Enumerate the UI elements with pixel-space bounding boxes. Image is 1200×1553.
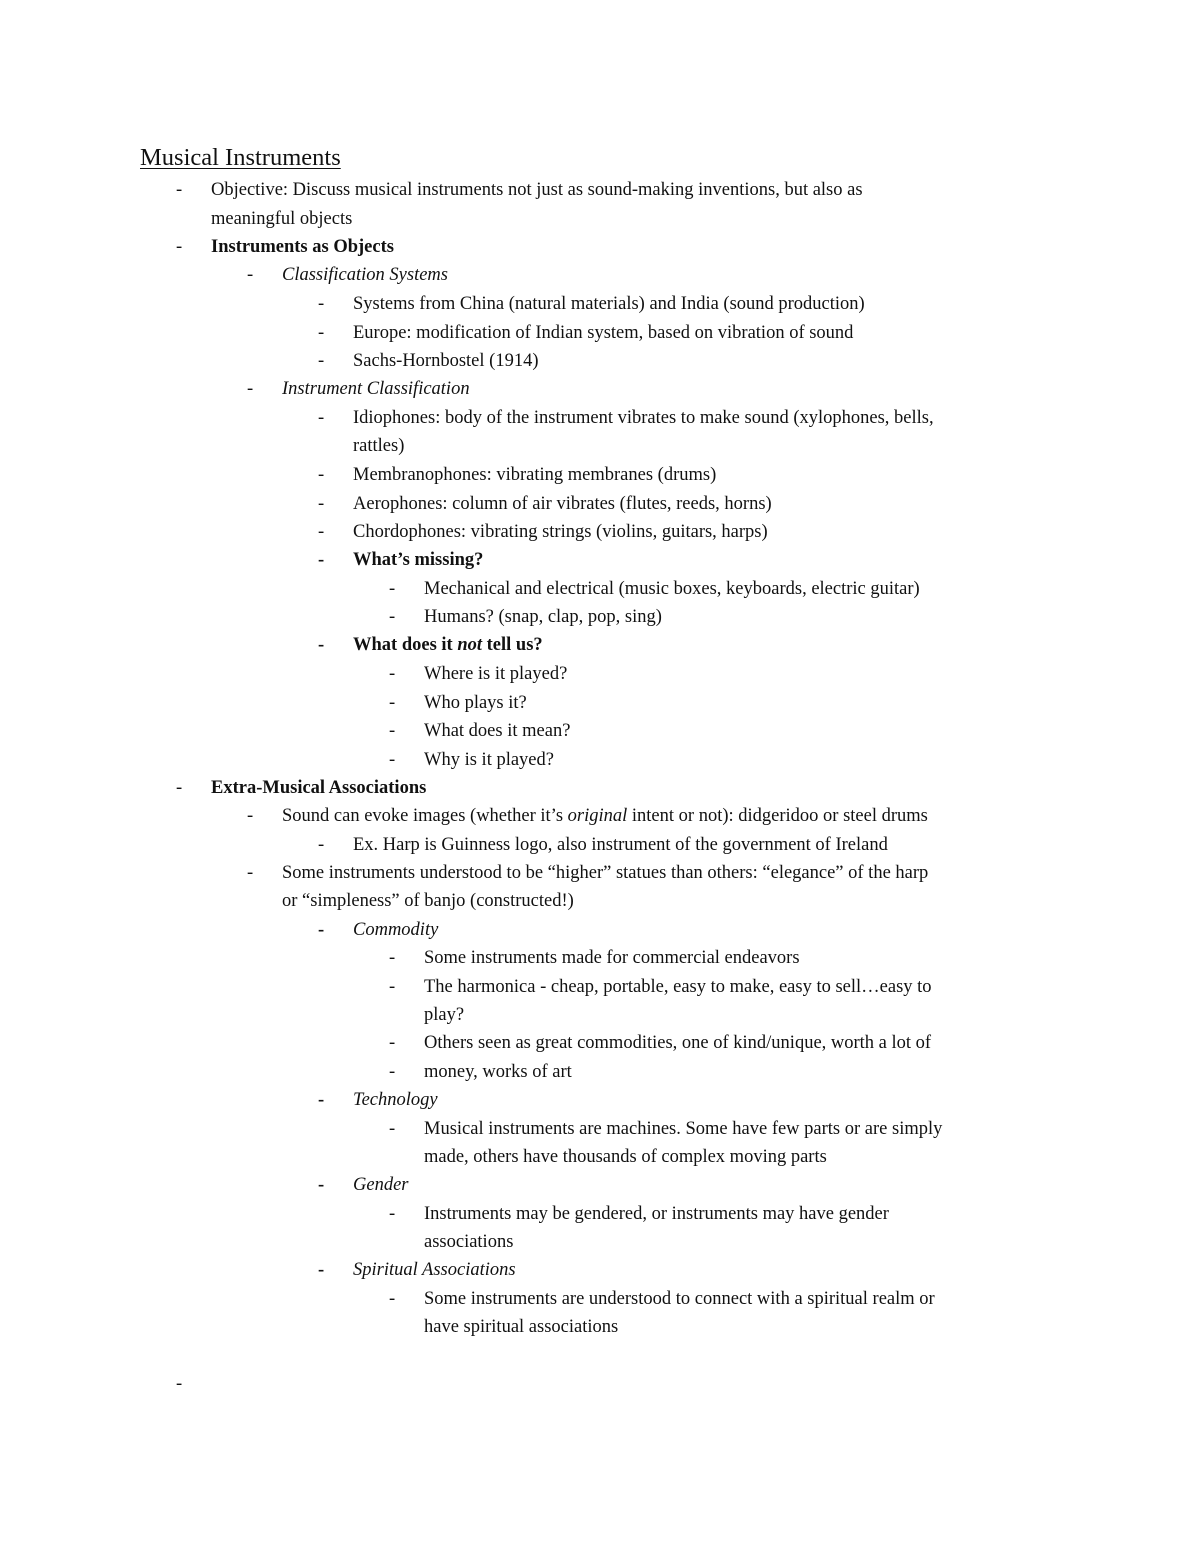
- list-item: [0, 631, 1200, 660]
- bullet-dash: -: [247, 379, 254, 399]
- bullet-dash: -: [318, 1090, 325, 1110]
- list-item-continuation: [0, 205, 1200, 234]
- list-item-text: Where is it played?: [424, 664, 568, 684]
- section-heading: Instruments as Objects: [211, 237, 394, 257]
- list-item: [0, 261, 1200, 290]
- list-item: [0, 774, 1200, 803]
- list-item-text: The harmonica - cheap, portable, easy to make, easy to sell…easy to: [424, 977, 932, 997]
- bullet-dash: -: [318, 522, 325, 542]
- heading-part: What does it: [353, 635, 458, 655]
- list-item: [0, 831, 1200, 860]
- list-item: [0, 518, 1200, 547]
- list-item-continuation: [0, 1001, 1200, 1030]
- list-item: [0, 347, 1200, 376]
- bullet-dash: -: [318, 465, 325, 485]
- list-item: [0, 1058, 1200, 1087]
- list-item-continuation: [0, 432, 1200, 461]
- list-item-text: Aerophones: column of air vibrates (flutes, reeds, horns): [353, 494, 772, 514]
- list-item-text: Membranophones: vibrating membranes (drums): [353, 465, 717, 485]
- list-item-text: money, works of art: [424, 1062, 572, 1082]
- list-item-text: Humans? (snap, clap, pop, sing): [424, 607, 662, 627]
- list-item-text: Why is it played?: [424, 750, 554, 770]
- list-item: [0, 746, 1200, 775]
- list-item: [0, 1115, 1200, 1144]
- text-part: Sound can evoke images (whether it’s: [282, 806, 568, 826]
- list-item: [0, 717, 1200, 746]
- list-item-text: rattles): [353, 436, 405, 456]
- bullet-dash: -: [176, 778, 183, 798]
- list-item-text: have spiritual associations: [424, 1317, 619, 1337]
- list-item-text: Some instruments are understood to connect with a spiritual realm or: [424, 1289, 935, 1309]
- text-emphasis: original: [567, 806, 628, 826]
- bullet-dash: -: [247, 863, 254, 883]
- section-heading: Extra-Musical Associations: [211, 778, 427, 798]
- list-item: [0, 176, 1200, 205]
- bullet-dash: -: [389, 607, 396, 627]
- bullet-dash: -: [389, 721, 396, 741]
- bullet-dash: -: [389, 977, 396, 997]
- list-item-text: Some instruments made for commercial endeavors: [424, 948, 800, 968]
- list-item-text: made, others have thousands of complex moving parts: [424, 1147, 827, 1167]
- bullet-dash: -: [389, 1289, 396, 1309]
- list-item: [0, 944, 1200, 973]
- bullet-dash: -: [318, 323, 325, 343]
- bullet-dash: -: [389, 664, 396, 684]
- list-item-text: associations: [424, 1232, 514, 1252]
- bullet-dash: -: [247, 265, 254, 285]
- list-item: [0, 1086, 1200, 1115]
- list-item: [0, 1285, 1200, 1314]
- bullet-dash: -: [247, 806, 254, 826]
- list-item: [0, 802, 1200, 831]
- list-item-continuation: [0, 887, 1200, 916]
- bullet-dash: -: [318, 920, 325, 940]
- list-item: [0, 490, 1200, 519]
- list-item: [0, 660, 1200, 689]
- subsection-heading: Instrument Classification: [282, 379, 470, 399]
- list-item: [0, 689, 1200, 718]
- bullet-dash: -: [318, 408, 325, 428]
- bullet-dash: -: [318, 835, 325, 855]
- subsection-heading: Gender: [353, 1175, 409, 1195]
- list-item: [0, 603, 1200, 632]
- subsection-heading: Classification Systems: [282, 265, 448, 285]
- bullet-dash: -: [389, 1033, 396, 1053]
- list-item-text: Others seen as great commodities, one of kind/unique, worth a lot of: [424, 1033, 932, 1053]
- list-item-text: Musical instruments are machines. Some have few parts or are simply: [424, 1119, 943, 1139]
- list-item: [0, 461, 1200, 490]
- list-item-text: Chordophones: vibrating strings (violins, guitars, harps): [353, 522, 768, 542]
- list-item-text: Instruments may be gendered, or instruments may have gender: [424, 1204, 889, 1224]
- list-item: [0, 1200, 1200, 1229]
- bullet-dash: -: [389, 693, 396, 713]
- list-item: [0, 233, 1200, 262]
- bullet-dash: -: [318, 294, 325, 314]
- list-item-text: Objective: Discuss musical instruments not just as sound-making inventions, but also as: [211, 180, 863, 200]
- list-item: [0, 1029, 1200, 1058]
- list-item-text: meaningful objects: [211, 209, 353, 229]
- bullet-dash: -: [389, 948, 396, 968]
- list-item-text: Systems from China (natural materials) and India (sound production): [353, 294, 865, 314]
- list-item-empty: [0, 1370, 1200, 1399]
- list-item: [0, 546, 1200, 575]
- list-item-continuation: [0, 1228, 1200, 1257]
- list-item: [0, 404, 1200, 433]
- bullet-dash: -: [318, 550, 325, 570]
- list-item: [0, 859, 1200, 888]
- list-item: [0, 375, 1200, 404]
- bullet-dash: -: [318, 494, 325, 514]
- list-item-heading: [353, 631, 543, 660]
- list-item: [0, 575, 1200, 604]
- list-item: [0, 973, 1200, 1002]
- bullet-dash: -: [318, 1175, 325, 1195]
- list-item-text: or “simpleness” of banjo (constructed!): [282, 891, 574, 911]
- text-part: intent or not): didgeridoo or steel drums: [627, 806, 928, 826]
- list-item-text: Mechanical and electrical (music boxes, keyboards, electric guitar): [424, 579, 920, 599]
- bullet-dash: -: [176, 237, 183, 257]
- bullet-dash: -: [318, 1260, 325, 1280]
- list-item-text: Ex. Harp is Guinness logo, also instrument of the government of Ireland: [353, 835, 888, 855]
- list-item-text: Europe: modification of Indian system, based on vibration of sound: [353, 323, 854, 343]
- list-item: [0, 290, 1200, 319]
- bullet-dash: -: [176, 180, 183, 200]
- list-item-continuation: [0, 1143, 1200, 1172]
- bullet-dash: -: [389, 1204, 396, 1224]
- heading-part: tell us?: [482, 635, 543, 655]
- bullet-dash: -: [389, 750, 396, 770]
- list-item-text: Idiophones: body of the instrument vibrates to make sound (xylophones, bells,: [353, 408, 934, 428]
- bullet-dash: -: [318, 635, 325, 655]
- list-item-text: Sachs-Hornbostel (1914): [353, 351, 539, 371]
- heading-emphasis: not: [457, 635, 483, 655]
- bullet-dash: -: [176, 1374, 183, 1394]
- bullet-dash: -: [318, 351, 325, 371]
- bullet-dash: -: [389, 579, 396, 599]
- list-item-text: [282, 802, 928, 831]
- list-item-text: play?: [424, 1005, 465, 1025]
- bullet-dash: -: [389, 1119, 396, 1139]
- subsection-heading: Spiritual Associations: [353, 1260, 516, 1280]
- document-title: Musical Instruments: [140, 144, 341, 171]
- list-item-text: What does it mean?: [424, 721, 571, 741]
- list-item: [0, 916, 1200, 945]
- list-item-text: Who plays it?: [424, 693, 527, 713]
- list-item: [0, 1256, 1200, 1285]
- list-item-text: Some instruments understood to be “higher” statues than others: “elegance” of the harp: [282, 863, 929, 883]
- list-item: [0, 1171, 1200, 1200]
- list-item-heading: What’s missing?: [353, 550, 484, 570]
- subsection-heading: Commodity: [353, 920, 439, 940]
- bullet-dash: -: [389, 1062, 396, 1082]
- subsection-heading: Technology: [353, 1090, 438, 1110]
- list-item-continuation: [0, 1313, 1200, 1342]
- list-item: [0, 319, 1200, 348]
